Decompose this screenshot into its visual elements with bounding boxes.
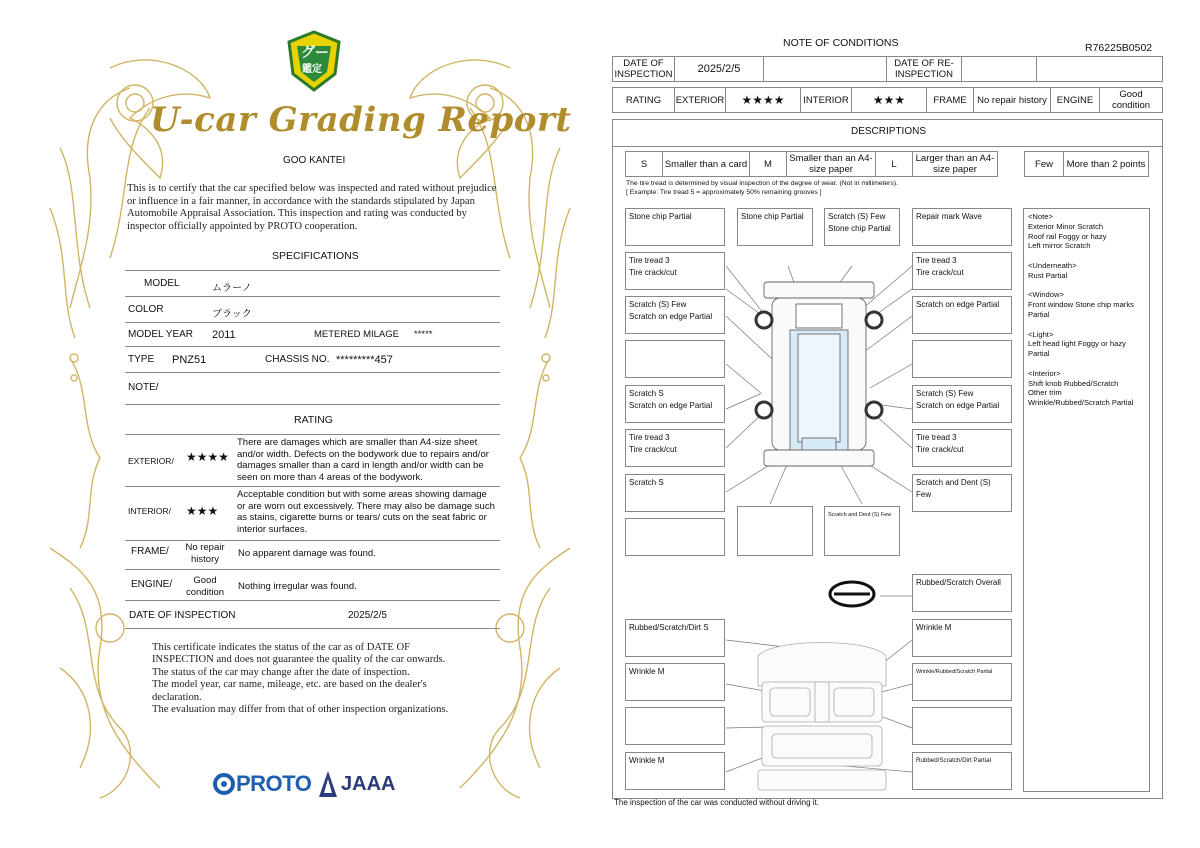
note-box-right-6: Scratch and Dent (S) Few (912, 474, 1012, 512)
report-subtitle: GOO KANTEI (283, 155, 346, 166)
note-box-left-6: Scratch S (625, 474, 725, 512)
legend-key-l: L (875, 151, 913, 177)
legend-key-s: S (625, 151, 663, 177)
proto-logo-text: PROTO (236, 771, 312, 796)
note-box-right-1: Tire tread 3 Tire crack/cut (912, 252, 1012, 290)
certify-text: This is to certify that the car specified below was inspected and rated without prejudice or influence in a fair manner, in accordance with the standards stipulated by Japan Automobile Appraisal Association. This inspection and rating was conducted by inspector officially appointed by PROTO cooperation. (127, 183, 497, 232)
jaaa-logo-text: JAAA (341, 772, 396, 795)
type-label: TYPE (128, 354, 155, 365)
chassis-value: *********457 (336, 354, 393, 366)
notes-list: <Note> Exterior Minor Scratch Roof rail Foggy or hazy Left mirror Scratch <Underneath> Rust Partial <Window> Front window Stone chip marks Partial <Light> Left head light Foggy or hazy Partial <Interior> Shift knob Rubbed/Scratch Other trim Wrinkle/Rubbed/Scratch Partial (1023, 208, 1150, 792)
tire-example: [ Example: Tire tread 5 = approximately 50% remaining grooves ] (626, 189, 822, 196)
model-value: ムラーノ (212, 283, 252, 294)
note-box-rear-left (625, 518, 725, 556)
note-box-front-center-right: Scratch (S) Few Stone chip Partial (824, 208, 900, 246)
exterior-label: EXTERIOR (674, 87, 726, 113)
chassis-label: CHASSIS NO. (265, 354, 330, 365)
goo-kantei-badge (287, 30, 341, 92)
note-box-left-5: Tire tread 3 Tire crack/cut (625, 429, 725, 467)
note-box-left-3 (625, 340, 725, 378)
mileage-label: METERED MILAGE (314, 329, 399, 340)
frame-description: No apparent damage was found. (238, 548, 376, 559)
note-box-interior-right-4: Rubbed/Scratch/Dirt Partial (912, 752, 1012, 790)
divider (125, 346, 500, 347)
date-inspection-label: DATE OF INSPECTION (612, 56, 675, 82)
proto-logo (212, 770, 311, 798)
divider (125, 628, 500, 629)
reinspection-label: DATE OF RE-INSPECTION (886, 56, 962, 82)
note-reference: R76225B0502 (1085, 42, 1153, 54)
interior-stars: ★★★ (186, 504, 219, 518)
note-title: NOTE OF CONDITIONS (783, 37, 899, 49)
badge-top-text: グー (301, 44, 329, 60)
legend-text-l: Larger than an A4-size paper (912, 151, 998, 177)
divider (125, 296, 500, 297)
exterior-description: There are damages which are smaller than A4-size sheet and/or width. Defects on the bodywork due to repairs and/or damages smaller than a card in length and/or width can be seen on more than 4 areas of the bodywork. (237, 437, 489, 483)
engine-label: ENGINE/ (131, 579, 173, 590)
model-label: MODEL (144, 278, 180, 289)
note-box-interior-left-1: Rubbed/Scratch/Dirt S (625, 619, 725, 657)
note-box-front-center-left: Stone chip Partial (737, 208, 813, 246)
jaaa-logo-icon (318, 770, 338, 798)
frame-value: No repair history (973, 87, 1051, 113)
engine-description: Nothing irregular was found. (238, 581, 357, 592)
date-value: 2025/2/5 (348, 610, 387, 621)
frame-label: FRAME/ (131, 546, 169, 557)
note-box-interior-left-3 (625, 707, 725, 745)
interior-label: INTERIOR (800, 87, 852, 113)
proto-logo-icon (212, 772, 236, 796)
interior-label: INTERIOR/ (128, 506, 171, 516)
car-top-view (764, 282, 874, 466)
exterior-stars: ★★★★ (725, 87, 801, 113)
legend-key-m: M (749, 151, 787, 177)
note-box-interior-right-2: Wrinkle/Rubbed/Scratch Partial (912, 663, 1012, 701)
note-box-left-4: Scratch S Scratch on edge Partial (625, 385, 725, 423)
divider (125, 322, 500, 323)
frame-value: No repair history (185, 542, 225, 565)
divider (125, 270, 500, 271)
color-value: ブラック (212, 309, 252, 320)
interior-stars: ★★★ (851, 87, 927, 113)
note-box-interior-right-3 (912, 707, 1012, 745)
divider (125, 372, 500, 373)
legend-text-m: Smaller than an A4-size paper (786, 151, 876, 177)
type-value: PNZ51 (172, 354, 207, 366)
report-title: U-car Grading Report (150, 100, 572, 140)
note-footer: The inspection of the car was conducted without driving it. (614, 798, 819, 807)
divider (125, 434, 500, 435)
note-box-right-5: Tire tread 3 Tire crack/cut (912, 429, 1012, 467)
steering-wheel-icon (830, 582, 874, 606)
divider (125, 486, 500, 487)
frame-label: FRAME (926, 87, 974, 113)
note-box-steering: Rubbed/Scratch Overall (912, 574, 1012, 612)
mileage-value: ***** (414, 329, 433, 340)
note-box-rear-center-right: Scratch and Dent (S) Few (824, 506, 900, 556)
divider (125, 600, 500, 601)
rating-heading: RATING (294, 414, 333, 426)
divider (125, 540, 500, 541)
interior-description: Acceptable condition but with some areas showing damage or are worn out excessively. There may also be damage such as stains, cigarette burns or tears/ cuts on the seat fabric or interior surfaces. (237, 489, 495, 535)
rating-label: RATING (612, 87, 675, 113)
note-box-left-2: Scratch (S) Few Scratch on edge Partial (625, 296, 725, 334)
note-box-left-1: Tire tread 3 Tire crack/cut (625, 252, 725, 290)
jaaa-logo (318, 770, 395, 798)
note-box-right-3 (912, 340, 1012, 378)
descriptions-heading: DESCRIPTIONS (851, 126, 927, 137)
note-box-rear-center-left (737, 506, 813, 556)
note-box-front-right: Repair mark Wave (912, 208, 1012, 246)
note-box-right-4: Scratch (S) Few Scratch on edge Partial (912, 385, 1012, 423)
legend-text-s: Smaller than a card (662, 151, 750, 177)
model-year-value: 2011 (212, 329, 236, 341)
note-box-interior-left-2: Wrinkle M (625, 663, 725, 701)
engine-value: Good condition (1099, 87, 1163, 113)
note-box-right-2: Scratch on edge Partial (912, 296, 1012, 334)
legend-text-few: More than 2 points (1063, 151, 1149, 177)
certificate-footer-text: This certificate indicates the status of the car as of DATE OF INSPECTION and does not guarantee the quality of the car onwards. The status of the car may change after the date of inspection. The model year, car name, mileage, etc. are based on the dealer's declaration. The evaluation may differ from that of other inspection organizations. (152, 642, 449, 716)
divider (125, 404, 500, 405)
note-box-front-left: Stone chip Partial (625, 208, 725, 246)
tire-note: The tire tread is determined by visual inspection of the degree of wear. (Not in millimeters). (626, 180, 898, 187)
engine-value: Good condition (185, 575, 225, 598)
badge-bottom-text: 鑑定 (302, 64, 322, 75)
grading-certificate (40, 28, 580, 818)
engine-label: ENGINE (1050, 87, 1100, 113)
exterior-label: EXTERIOR/ (128, 456, 174, 466)
date-inspection-value: 2025/2/5 (674, 56, 764, 82)
note-box-interior-left-4: Wrinkle M (625, 752, 725, 790)
divider (125, 569, 500, 570)
note-label: NOTE/ (128, 382, 159, 393)
color-label: COLOR (128, 304, 164, 315)
note-of-conditions (612, 34, 1164, 814)
model-year-label: MODEL YEAR (128, 329, 194, 340)
date-label: DATE OF INSPECTION (129, 610, 236, 621)
exterior-stars: ★★★★ (186, 450, 230, 464)
legend-key-few: Few (1024, 151, 1064, 177)
note-box-interior-right-1: Wrinkle M (912, 619, 1012, 657)
specs-heading: SPECIFICATIONS (272, 250, 359, 262)
